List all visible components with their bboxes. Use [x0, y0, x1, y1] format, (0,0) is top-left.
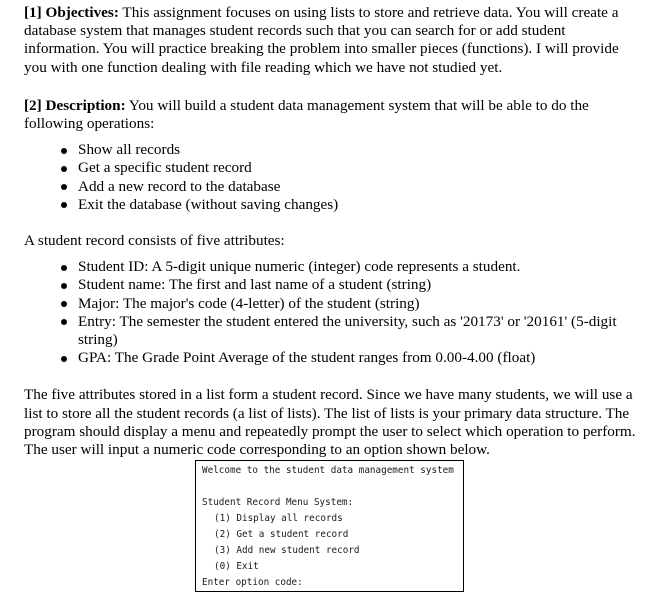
objectives-heading: [1] Objectives: [24, 4, 119, 21]
console-option: (3) Add new student record [214, 545, 360, 556]
list-item: Major: The major's code (4-letter) of the student (string) [54, 295, 644, 313]
console-blank-line [202, 479, 463, 495]
console-welcome: Welcome to the student data management system [202, 465, 454, 476]
list-item: GPA: The Grade Point Average of the student ranges from 0.00-4.00 (float) [54, 349, 644, 367]
console-option: (2) Get a student record [214, 529, 349, 540]
list-item: Student name: The first and last name of a student (string) [54, 276, 644, 294]
console-prompt: Enter option code: [202, 577, 303, 588]
list-item: Add a new record to the database [54, 178, 644, 196]
list-item: Student ID: A 5-digit unique numeric (integer) code represents a student. [54, 258, 644, 276]
record-intro: A student record consists of five attributes: [24, 232, 285, 250]
console-option: (0) Exit [214, 561, 259, 572]
attributes-list [24, 258, 644, 367]
closing-paragraph: The five attributes stored in a list form a student record. Since we have many students, we will use a list to store all the student records (a list of lists). The list of lists is your primary data structure. The program should display a menu and repeatedly prompt the user to select which operation to perform. The user will input a numeric code corresponding to an option shown below. [24, 386, 636, 459]
console-output-box [195, 460, 464, 592]
assignment-document [24, 4, 644, 459]
objectives-paragraph [24, 4, 644, 77]
console-menu-title: Student Record Menu System: [202, 497, 354, 508]
objectives-text: This assignment focuses on using lists to store and retrieve data. You will create a database system that manages student records such that you can search for or add student information. You will practice breaking the problem into smaller pieces (functions). I will provide you with one function dealing with file reading which we have not studied yet. [24, 4, 619, 76]
list-item: Exit the database (without saving changes) [54, 196, 644, 214]
description-paragraph [24, 97, 644, 133]
list-item: Show all records [54, 141, 644, 159]
console-option: (1) Display all records [214, 513, 343, 524]
description-text: You will build a student data management system that will be able to do the following operations: [24, 96, 589, 133]
description-heading: [2] Description: [24, 96, 126, 114]
list-item: Entry: The semester the student entered the university, such as '20173' or '20161' (5-digit string) [54, 313, 644, 349]
list-item: Get a specific student record [54, 159, 644, 177]
operations-list [24, 141, 644, 214]
